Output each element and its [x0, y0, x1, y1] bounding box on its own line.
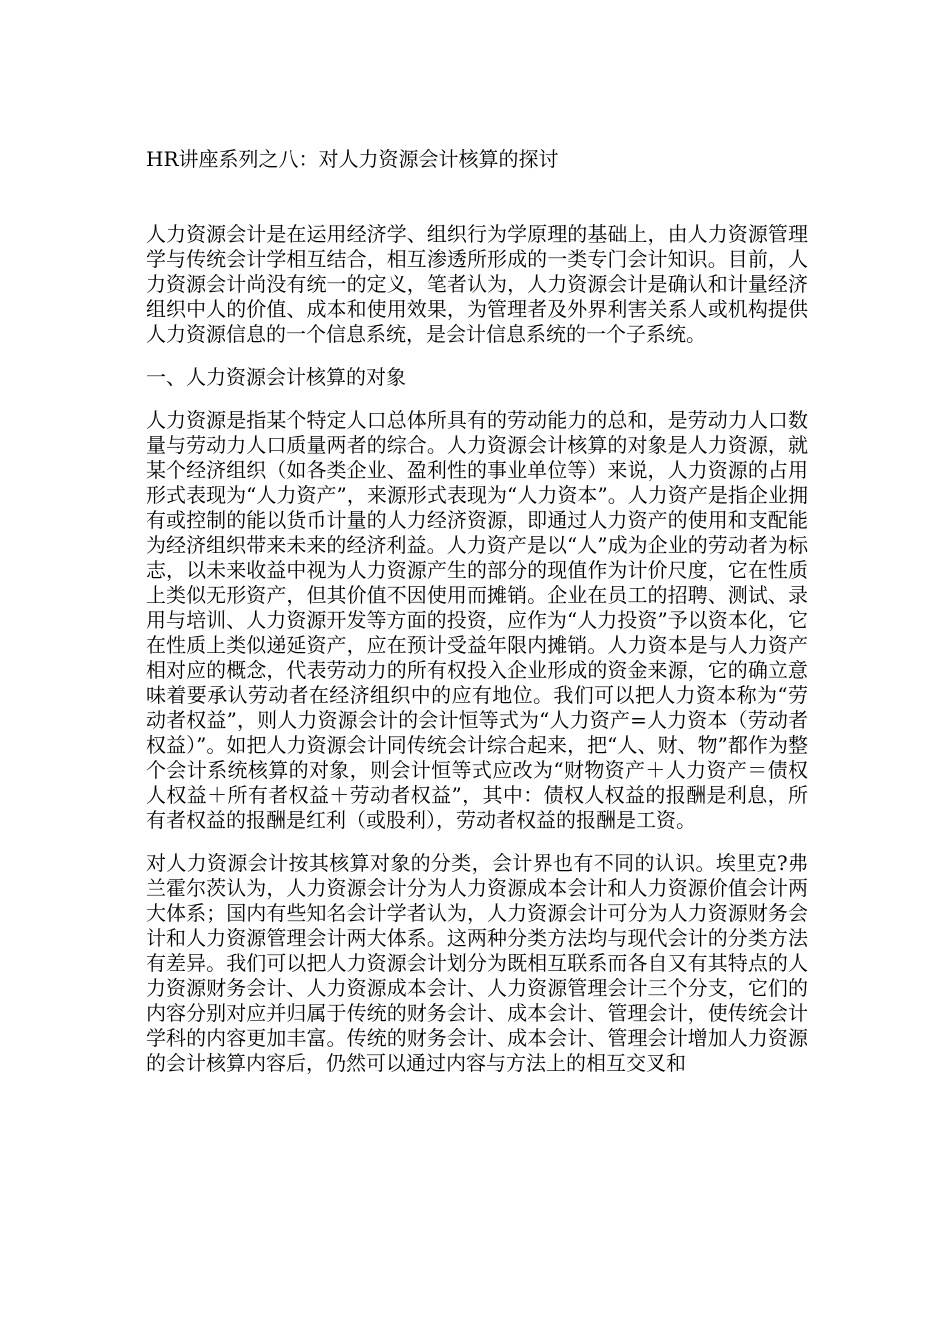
- document-title: HR讲座系列之八：对人力资源会计核算的探讨: [146, 147, 559, 171]
- section-heading-1: 一、人力资源会计核算的对象: [146, 365, 406, 389]
- paragraph-classification: 对人力资源会计按其核算对象的分类，会计界也有不同的认识。埃里克?弗兰霍尔茨认为，人力资源会计分为人力资源成本会计和人力资源价值会计两大体系；国内有些知名会计学者认为，人力资源会计可分为人力资源财务会计和人力资源管理会计两大体系。这两种分类方法均与现代会计的分类方法有差异。我们可以把人力资源会计划分为既相互联系而各自又有其特点的人力资源财务会计、人力资源成本会计、人力资源管理会计三个分支，它们的内容分别对应并归属于传统的财务会计、成本会计、管理会计，使传统会计学科的内容更加丰富。传统的财务会计、成本会计、管理会计增加人力资源的会计核算内容后，仍然可以通过内容与方法上的相互交叉和: [146, 851, 808, 1075]
- document-body: [146, 222, 808, 1094]
- paragraph-object: 人力资源是指某个特定人口总体所具有的劳动能力的总和，是劳动力人口数量与劳动力人口质量两者的综合。人力资源会计核算的对象是人力资源，就某个经济组织（如各类企业、盈利性的事业单位等）来说，人力资源的占用形式表现为“人力资产”，来源形式表现为“人力资本”。人力资产是指企业拥有或控制的能以货币计量的人力经济资源，即通过人力资产的使用和支配能为经济组织带来未来的经济利益。人力资产是以“人”成为企业的劳动者为标志，以未来收益中视为人力资源产生的部分的现值作为计价尺度，它在性质上类似无形资产，但其价值不因使用而摊销。企业在员工的招聘、测试、录用与培训、人力资源开发等方面的投资，应作为“人力投资”予以资本化，它在性质上类似递延资产，应在预计受益年限内摊销。人力资本是与人力资产相对应的概念，代表劳动力的所有权投入企业形成的资金来源，它的确立意味着要承认劳动者在经济组织中的应有地位。我们可以把人力资本称为“劳动者权益”，则人力资源会计的会计恒等式为“人力资产=人力资本（劳动者权益）”。如把人力资源会计同传统会计综合起来，把“人、财、物”都作为整个会计系统核算的对象，则会计恒等式应改为“财物资产＋人力资产＝债权人权益＋所有者权益＋劳动者权益”，其中：债权人权益的报酬是利息，所有者权益的报酬是红利（或股利），劳动者权益的报酬是工资。: [146, 408, 808, 832]
- paragraph-intro: 人力资源会计是在运用经济学、组织行为学原理的基础上，由人力资源管理学与传统会计学相互结合，相互渗透所形成的一类专门会计知识。目前，人力资源会计尚没有统一的定义，笔者认为，人力资源会计是确认和计量经济组织中人的价值、成本和使用效果，为管理者及外界利害关系人或机构提供人力资源信息的一个信息系统，是会计信息系统的一个子系统。: [146, 222, 808, 346]
